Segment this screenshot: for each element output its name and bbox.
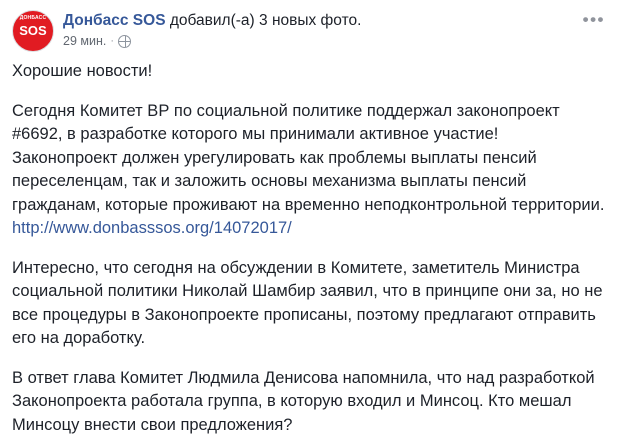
- meta-separator-dot: ·: [110, 35, 114, 47]
- post-paragraph-2: [12, 100, 607, 241]
- author-name[interactable]: Донбасс SOS: [63, 12, 166, 29]
- post-header: [0, 0, 619, 56]
- post-paragraph-1: Хорошие новости!: [12, 60, 607, 84]
- post-byline: [63, 11, 575, 31]
- avatar-top-text: ДОНБАСС: [13, 15, 53, 21]
- post-action-text: добавил(-а) 3 новых фото.: [170, 12, 362, 29]
- avatar[interactable]: [12, 10, 54, 52]
- avatar-main-text: SOS: [13, 24, 53, 37]
- post-link[interactable]: http://www.donbasssos.org/14072017/: [12, 219, 292, 237]
- post-timestamp[interactable]: 29 мин.: [63, 34, 106, 48]
- post-paragraph-3: Интересно, что сегодня на обсуждении в Комитете, заметитель Министра социальной политики Николай Шамбир заявил, что в принципе они за, но не все процедуры в Законопроекте прописаны, поэтому предлагают отправить его на доработку.: [12, 257, 607, 351]
- post-paragraph-2-text: Сегодня Комитет ВР по социальной политике поддержал законопроект #6692, в разработке которого мы принимали активное участие! Законопроект должен урегулировать как проблемы выплаты пенсий переселенцам, так и заложить основы механизма выплаты пенсий гражданам, которые проживают на временно неподконтрольной территории.: [12, 102, 604, 214]
- post-body: [0, 56, 619, 437]
- post-menu-button[interactable]: •••: [575, 10, 607, 30]
- post-meta: [63, 34, 575, 48]
- post-paragraph-4: В ответ глава Комитет Людмила Денисова напомнила, что над разработкой Законопроекта работала группа, в которую входил и Минсоц. Кто мешал Минсоцу внести свои предложения?: [12, 367, 607, 437]
- globe-icon[interactable]: [118, 35, 131, 48]
- post-header-text: [63, 10, 575, 48]
